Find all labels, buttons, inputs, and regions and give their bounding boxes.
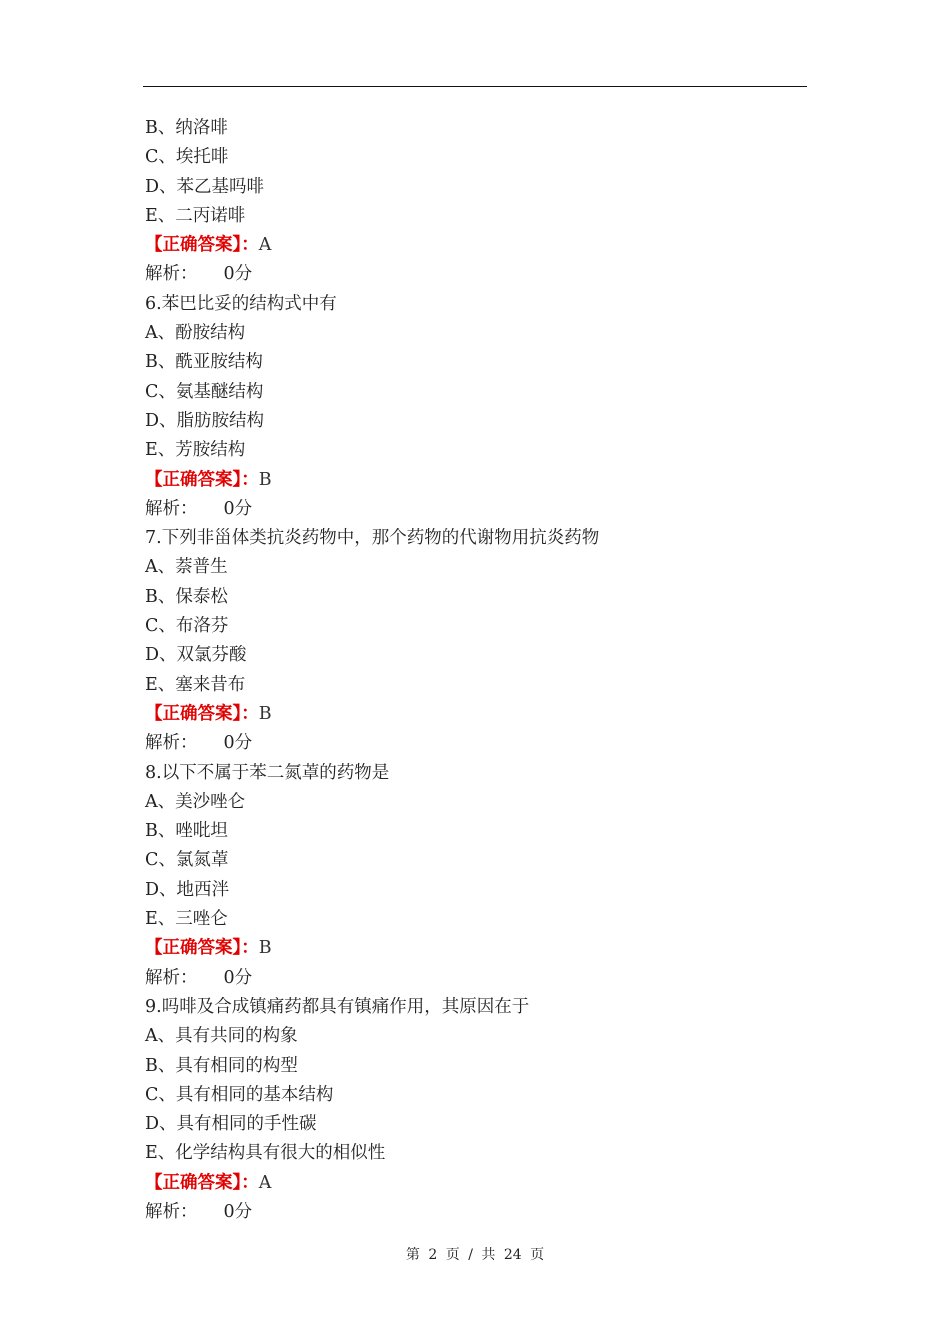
analysis-score: 0分 <box>223 733 253 754</box>
option-line <box>145 114 805 143</box>
question-text: 8.以下不属于苯二氮䓬的药物是 <box>145 762 390 783</box>
option-text: E、二丙诺啡 <box>145 205 246 226</box>
option-line <box>145 173 805 202</box>
analysis-line <box>145 260 805 289</box>
option-line <box>145 905 805 934</box>
footer-total-prefix: 共 <box>481 1247 496 1263</box>
option-line <box>145 1081 805 1110</box>
option-text: A、具有共同的构象 <box>145 1026 298 1047</box>
analysis-label: 解析： <box>145 264 198 285</box>
analysis-score: 0分 <box>223 967 253 988</box>
option-line <box>145 202 805 231</box>
correct-answer-value: B <box>258 469 272 490</box>
analysis-line <box>145 964 805 993</box>
analysis-line <box>145 495 805 524</box>
footer-page-number: 2 <box>428 1247 438 1263</box>
option-text: C、氯氮䓬 <box>145 850 229 871</box>
correct-answer-label: 【正确答案】： <box>145 469 259 490</box>
correct-answer-label: 【正确答案】： <box>145 703 259 724</box>
correct-answer-value: A <box>258 235 272 256</box>
correct-answer-value: A <box>258 1172 272 1193</box>
analysis-line <box>145 1198 805 1227</box>
analysis-score: 0分 <box>223 1201 253 1222</box>
analysis-label: 解析： <box>145 1201 198 1222</box>
option-line <box>145 407 805 436</box>
option-text: D、双氯芬酸 <box>145 645 247 666</box>
analysis-line <box>145 729 805 758</box>
option-text: B、保泰松 <box>145 586 228 607</box>
option-text: A、萘普生 <box>145 557 228 578</box>
footer-total-unit: 页 <box>530 1247 545 1263</box>
option-text: B、纳洛啡 <box>145 118 228 138</box>
option-line <box>145 553 805 582</box>
page-footer <box>0 1244 950 1264</box>
option-text: D、地西泮 <box>145 879 230 900</box>
option-text: C、具有相同的基本结构 <box>145 1084 334 1105</box>
option-text: C、布洛芬 <box>145 616 229 637</box>
correct-answer-label: 【正确答案】： <box>145 938 259 959</box>
option-text: A、酚胺结构 <box>145 323 246 344</box>
option-line <box>145 319 805 348</box>
footer-total-pages: 24 <box>503 1247 522 1263</box>
option-line <box>145 671 805 700</box>
question-text: 6.苯巴比妥的结构式中有 <box>145 293 337 314</box>
analysis-label: 解析： <box>145 733 198 754</box>
option-text: A、美沙唑仑 <box>145 791 246 812</box>
footer-separator: / <box>468 1247 473 1263</box>
option-line <box>145 378 805 407</box>
option-text: B、酰亚胺结构 <box>145 352 263 373</box>
option-text: C、埃托啡 <box>145 147 229 168</box>
question-stem <box>145 993 805 1022</box>
question-stem <box>145 290 805 319</box>
question-text: 7.下列非甾体类抗炎药物中，那个药物的代谢物用抗炎药物 <box>145 528 600 549</box>
option-text: E、芳胺结构 <box>145 440 246 461</box>
option-line <box>145 1052 805 1081</box>
answer-line <box>145 700 805 729</box>
option-line <box>145 817 805 846</box>
analysis-label: 解析： <box>145 967 198 988</box>
option-line <box>145 1022 805 1051</box>
option-line <box>145 348 805 377</box>
option-line <box>145 436 805 465</box>
option-text: D、具有相同的手性碳 <box>145 1114 317 1135</box>
option-line <box>145 1110 805 1139</box>
option-line <box>145 1139 805 1168</box>
answer-line <box>145 231 805 260</box>
analysis-score: 0分 <box>223 498 253 519</box>
correct-answer-value: B <box>258 703 272 724</box>
correct-answer-value: B <box>258 938 272 959</box>
option-text: B、具有相同的构型 <box>145 1055 298 1076</box>
footer-prefix: 第 <box>405 1247 420 1263</box>
question-stem <box>145 759 805 788</box>
option-line <box>145 788 805 817</box>
option-text: D、苯乙基吗啡 <box>145 176 265 197</box>
option-line <box>145 583 805 612</box>
option-line <box>145 876 805 905</box>
option-line <box>145 143 805 172</box>
question-list <box>145 114 805 1227</box>
question-stem <box>145 524 805 553</box>
option-line <box>145 641 805 670</box>
header-rule <box>143 86 807 87</box>
option-text: C、氨基醚结构 <box>145 381 264 402</box>
option-line <box>145 612 805 641</box>
correct-answer-label: 【正确答案】： <box>145 235 259 256</box>
answer-line <box>145 1169 805 1198</box>
correct-answer-label: 【正确答案】： <box>145 1172 259 1193</box>
option-line <box>145 846 805 875</box>
analysis-label: 解析： <box>145 498 198 519</box>
option-text: B、唑吡坦 <box>145 821 228 842</box>
analysis-score: 0分 <box>223 264 253 285</box>
answer-line <box>145 934 805 963</box>
option-text: D、脂肪胺结构 <box>145 410 265 431</box>
option-text: E、塞来昔布 <box>145 674 246 695</box>
answer-line <box>145 466 805 495</box>
question-text: 9.吗啡及合成镇痛药都具有镇痛作用，其原因在于 <box>145 996 530 1017</box>
option-text: E、化学结构具有很大的相似性 <box>145 1143 386 1164</box>
footer-page-unit: 页 <box>445 1247 460 1263</box>
option-text: E、三唑仑 <box>145 909 228 930</box>
